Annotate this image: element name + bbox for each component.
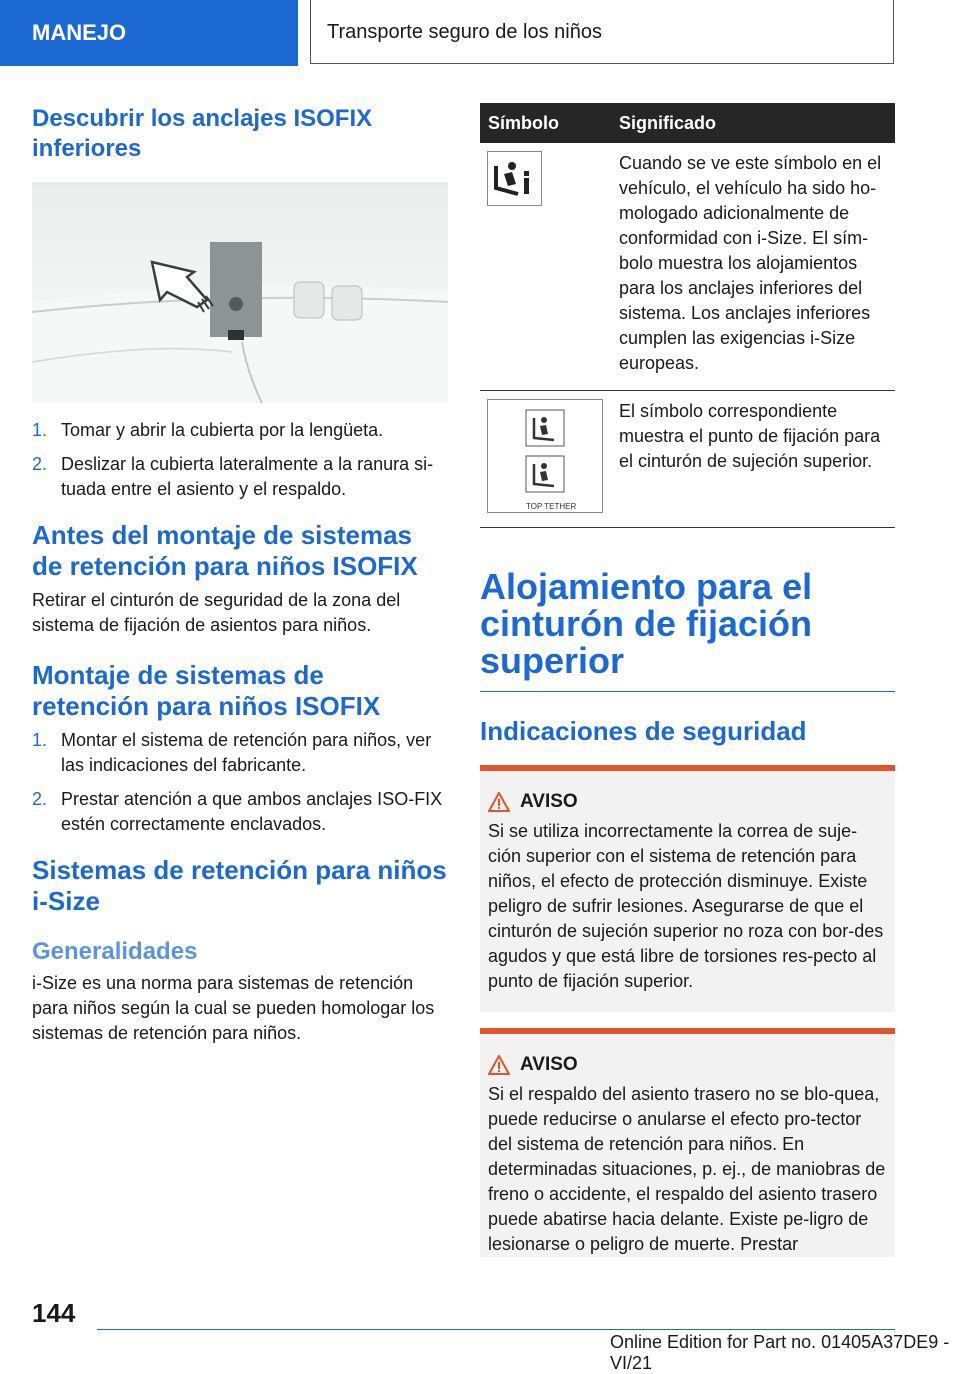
list-item: 1. Tomar y abrir la cubierta por la lengüeta. [32,420,384,440]
warning-title: AVISO [488,791,887,813]
table-cell-meaning-1: Cuando se ve este símbolo en el vehículo, el vehículo ha sido ho-mologado adicionalmente de conformidad con i-Size. El sím-bolo muestra los alojamientos para los anclajes inferiores del sistema. Los anclajes inferiores cumplen las exigencias i-Size europeas. [611,143,895,391]
table-row [480,391,895,528]
isize-child-seat-icon [487,151,542,206]
warning-box-1 [480,765,895,1012]
list-item: 2. Deslizar la cubierta lateralmente a la ranura si-tuada entre el asiento y el respaldo. [32,454,434,499]
footer-edition: Online Edition for Part no. 01405A37DE9 - VI/21 [610,1332,950,1373]
section-tab: MANEJO [0,0,298,66]
table-header-symbol: Símbolo [480,103,611,143]
right-column [480,100,895,1257]
table-row [480,143,895,391]
chapter-title: Transporte seguro de los niños [310,0,894,64]
table-cell-meaning-2: El símbolo correspondiente muestra el punto de fijación para el cinturón de sujeción superior. [611,391,895,528]
page-number: 144 [32,1298,76,1328]
paragraph-general: i-Size es una norma para sistemas de retención para niños según la cual se pueden homologar los sistemas de retención para niños. [32,973,435,1043]
steps-discover [32,418,448,502]
list-item: 2. Prestar atención a que ambos anclajes ISO-FIX estén correctamente enclavados. [32,789,443,834]
heading-top-tether: Alojamiento para el cinturón de fijación superior [480,566,813,681]
warning-text-1: Si se utiliza incorrectamente la correa de suje-ción superior con el sistema de retención para niños, el efecto de protección disminuye. Existe peligro de sufrir lesiones. Asegurarse de que el cinturón de sujeción superior no roza con bor-des agudos y que está libre de torsiones res-pecto al punto de fijación superior. [488,821,884,991]
warning-text-2: Si el respaldo del asiento trasero no se blo-quea, puede reducirse o anularse el efecto pro-tector del sistema de retención para niños. En determinadas situaciones, p. ej., de maniobras de freno o accidente, el respaldo del asiento trasero puede abatirse hacia delante. Existe pe-ligro de lesionarse o peligro de muerte. Prestar [488,1084,886,1254]
heading-underline [480,691,895,692]
heading-safety: Indicaciones de seguridad [480,716,807,746]
steps-mount [32,728,448,837]
warning-box-2 [480,1028,895,1257]
heading-isofix-discover: Descubrir los anclajes ISOFIX inferiores [32,105,373,162]
isofix-cover-illustration [32,182,448,403]
heading-general: Generalidades [32,938,198,965]
warning-triangle-icon [488,1055,510,1075]
footer-divider [97,1329,895,1330]
top-tether-icon [487,399,603,513]
warning-title: AVISO [488,1054,887,1076]
table-header-meaning: Significado [611,103,895,143]
warning-triangle-icon [488,792,510,812]
symbol-table [480,103,895,528]
paragraph-before-mount: Retirar el cinturón de seguridad de la zona del sistema de fijación de asientos para niños. [32,590,401,635]
top-tether-label: TOP TETHER [526,502,577,511]
heading-isize: Sistemas de retención para niños i-Size [32,855,447,916]
heading-mount: Montaje de sistemas de retención para niños ISOFIX [32,660,381,721]
heading-before-mount: Antes del montaje de sistemas de retención para niños ISOFIX [32,520,418,581]
list-item: 1. Montar el sistema de retención para niños, ver las indicaciones del fabricante. [32,730,432,775]
left-column [32,100,448,1046]
